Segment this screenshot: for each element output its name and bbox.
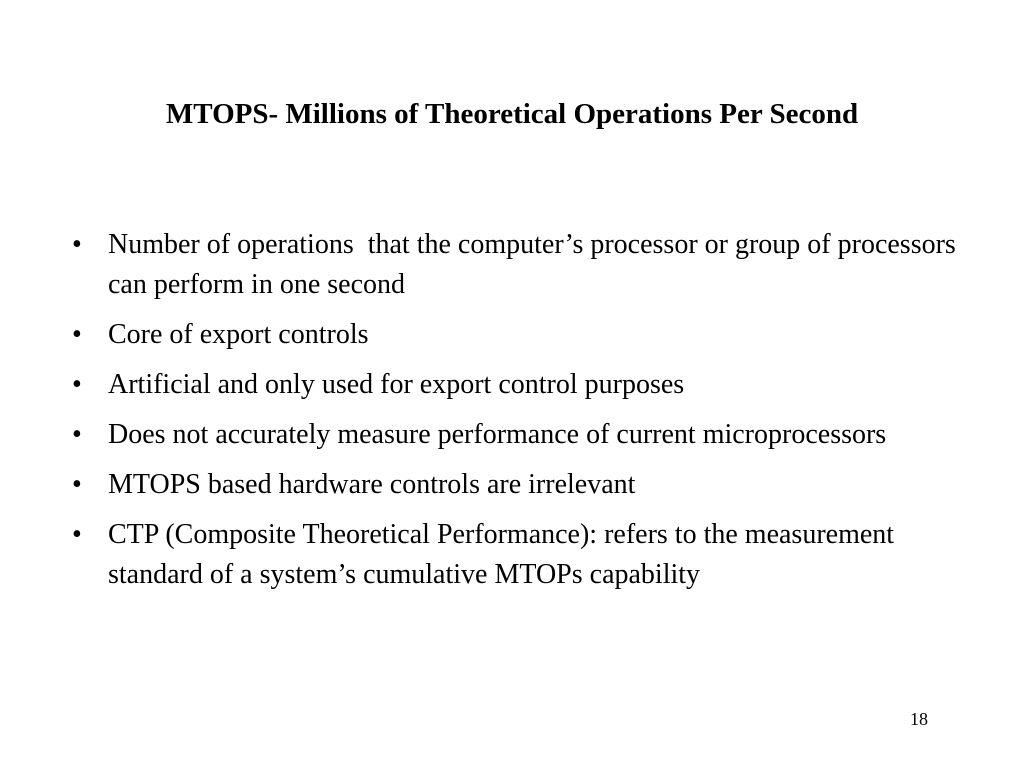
bullet-item (72, 415, 972, 455)
bullet-marker-icon: • (72, 229, 82, 260)
bullet-text: Core of export controls (108, 319, 369, 350)
bullet-marker-icon: • (72, 319, 82, 350)
bullet-marker-icon: • (72, 419, 82, 450)
bullet-item (72, 365, 972, 405)
bullet-text: Number of operations that the computer’s processor or group of processors can perform in one second (108, 229, 970, 300)
bullet-item (72, 465, 972, 505)
slide-title: MTOPS- Millions of Theoretical Operations Per Second (165, 98, 859, 130)
bullet-marker-icon: • (72, 469, 82, 500)
bullet-text: MTOPS based hardware controls are irrelevant (108, 469, 636, 500)
page-number: 18 (910, 709, 928, 729)
bullet-text: Does not accurately measure performance of current microprocessors (108, 419, 887, 450)
bullet-item (72, 315, 972, 355)
bullet-item (72, 515, 972, 595)
bullet-marker-icon: • (72, 369, 82, 400)
bullet-item (72, 225, 972, 305)
bullet-marker-icon: • (72, 519, 82, 550)
bullet-text: Artificial and only used for export control purposes (108, 369, 685, 400)
bullet-list (72, 225, 972, 605)
bullet-text: CTP (Composite Theoretical Performance): refers to the measurement standard of a system’s cumulative MTOPs capability (108, 519, 902, 590)
